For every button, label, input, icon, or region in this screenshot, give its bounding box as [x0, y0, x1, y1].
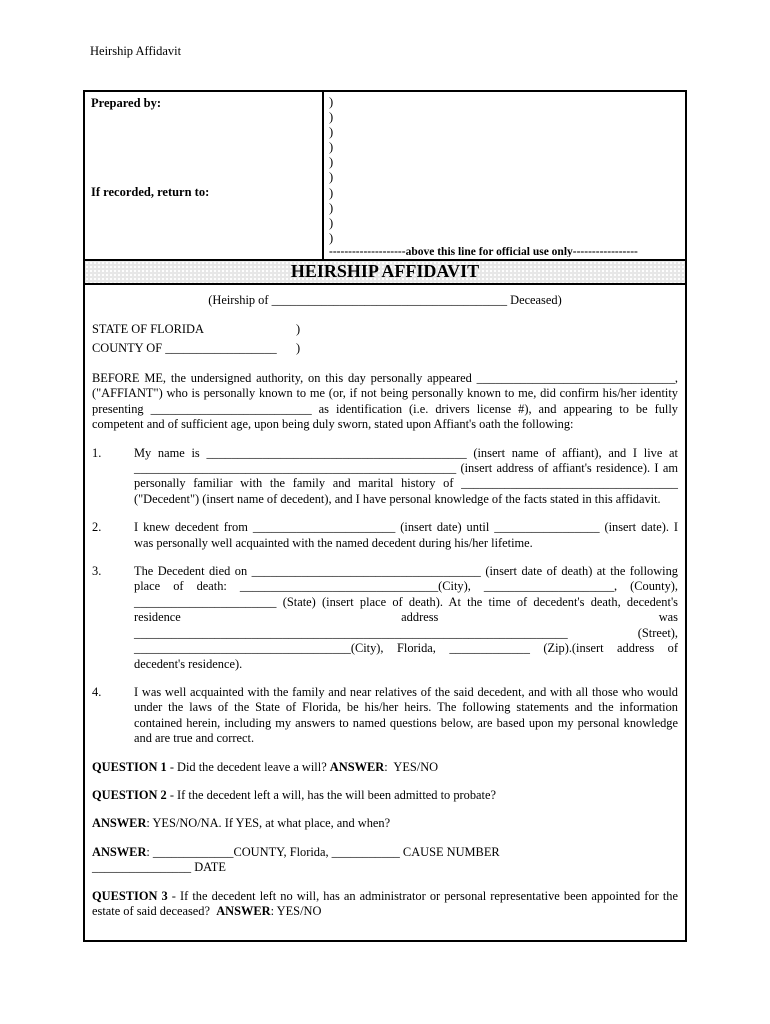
subtitle-line: (Heirship of ______________________________________ Deceased) — [208, 293, 562, 307]
paren-mark: ) — [329, 140, 334, 155]
question-2-answer: ANSWER: YES/NO/NA. If YES, at what place, and when? — [92, 816, 391, 831]
recording-info-box — [83, 90, 687, 261]
item-text: I was well acquainted with the family and near relatives of the said decedent, and with all those who would under the laws of the State of Florida, be his/her heirs. The following statements and the information contained herein, including my answers to named questions below, are based upon my personal knowledge and are true and correct. — [134, 684, 678, 746]
state-label: STATE OF FLORIDA — [92, 322, 204, 336]
affidavit-item-4 — [92, 685, 678, 747]
question-1: QUESTION 1 - Did the decedent leave a will? ANSWER: YES/NO — [92, 759, 439, 774]
venue-block — [92, 320, 678, 358]
affidavit-document — [83, 90, 687, 942]
paren-mark: ) — [329, 95, 334, 109]
question-2-answer-detail — [92, 845, 678, 876]
paren-mark: ) — [329, 170, 334, 185]
item-number: 2. — [92, 520, 102, 535]
county-paren: ) — [296, 341, 301, 355]
official-use-line: --------------------above this line for official use only----------------- — [329, 245, 638, 257]
question-3: QUESTION 3 - If the decedent left no will, has an administrator or personal representative been appointed for the estate of said deceased? ANSWER: YES/NO — [92, 888, 678, 918]
item-text: The Decedent died on _____________________________________ (insert date of death) at the following place of death: ________________________________(City), _____________________, (County), _______________________ (State) (insert place of death). At the time of decedent's death, decedent's residence address was ______________________________________________________________________ (Street), ___________________________________(City), Florida, _____________ (Zip).(insert address of decedent's residence). — [134, 564, 678, 671]
paren-mark: ) — [329, 215, 334, 230]
affidavit-body — [83, 285, 687, 942]
item-number: 4. — [92, 684, 102, 699]
page-header-label: Heirship Affidavit — [90, 44, 182, 58]
state-paren: ) — [296, 322, 301, 336]
return-to-label: If recorded, return to: — [91, 185, 210, 199]
prepared-by-label: Prepared by: — [91, 96, 162, 110]
item-number: 3. — [92, 564, 102, 579]
state-line — [92, 320, 678, 339]
item-number: 1. — [92, 445, 102, 460]
paren-mark: ) — [329, 200, 334, 215]
paren-mark: ) — [329, 230, 334, 245]
county-line — [92, 339, 678, 358]
paren-mark: ) — [329, 125, 334, 140]
recording-left-cell — [85, 92, 324, 259]
answer-detail-line-1: ANSWER: _____________COUNTY, Florida, ___________ CAUSE NUMBER — [92, 844, 500, 859]
paren-mark: ) — [329, 110, 334, 125]
answer-detail-line-2: ________________ DATE — [92, 860, 226, 875]
item-text: My name is __________________________________________ (insert name of affiant), and I live at ____________________________________________________ (insert address of affiant's residence). I am personally familiar with the family and marital history of ___________________________________ ("Decedent") (insert name of decedent), and I have personal knowledge of the facts stated in this affidavit. — [134, 445, 678, 506]
document-title: HEIRSHIP AFFIDAVIT — [83, 261, 687, 285]
question-2: QUESTION 2 - If the decedent left a will, has the will been admitted to probate? — [92, 787, 496, 802]
item-text: I knew decedent from _______________________ (insert date) until _________________ (insert date). I was personally well acquainted with the named decedent during his/her lifetime. — [134, 520, 678, 550]
affidavit-item-2 — [92, 520, 678, 551]
affidavit-item-1 — [92, 446, 678, 508]
paren-mark: ) — [329, 155, 334, 170]
court-use-cell — [324, 92, 685, 259]
affidavit-item-3 — [92, 564, 678, 672]
paren-mark: ) — [329, 185, 334, 200]
county-label: COUNTY OF __________________ — [92, 341, 277, 355]
intro-paragraph: BEFORE ME, the undersigned authority, on this day personally appeared ________________________________, ("AFFIANT") who is personally known to me (or, if not being personally known to me, did confirm his/her identity presenting __________________________ as identification (i.e. drivers license #), and appearing to be fully competent and of sufficient age, upon being duly sworn, stated upon Affiant's oath the following: — [92, 371, 678, 432]
